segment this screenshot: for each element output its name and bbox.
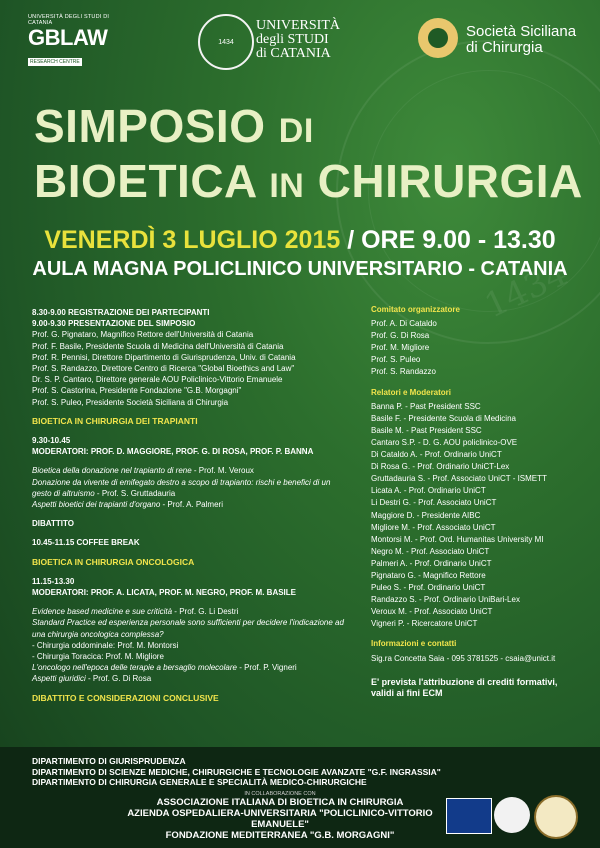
aibc-logo <box>446 798 492 834</box>
speaker-entry: Randazzo S. - Prof. Ordinario UniBari-Lex <box>371 595 520 605</box>
coffee-break: 10.45-11.15 COFFEE BREAK <box>32 538 140 548</box>
opening-speaker: Dr. S. P. Cantaro, Direttore generale AOU Policlinico-Vittorio Emanuele <box>32 375 283 385</box>
speaker-entry: Cantaro S.P. - D. G. AOU policlinico-OVE <box>371 437 518 447</box>
talk-title: Bioetica della donazione nel trapianto di rene <box>32 466 192 476</box>
opening-speaker: Prof. S. Randazzo, Direttore Centro di Ricerca "Global Bioethics and Law" <box>32 364 295 374</box>
unict-line-3: di CATANIA <box>256 46 331 61</box>
session-2-moderators: MODERATORI: PROF. A. LICATA, PROF. M. NEGRO, PROF. M. BASILE <box>32 588 297 598</box>
policlinico-logo <box>494 797 530 833</box>
speakers-heading: Relatori e Moderatori <box>371 387 452 397</box>
talk-item <box>32 477 352 499</box>
unict-seal-year: 1434 <box>218 38 234 46</box>
department-line: DIPARTIMENTO DI SCIENZE MEDICHE, CHIRURGICHE E TECNOLOGIE AVANZATE "G.F. INGRASSIA" <box>32 766 441 777</box>
speaker-entry: Maggiore D. - Presidente AIBC <box>371 510 481 520</box>
talk-item <box>32 673 352 684</box>
talk-item <box>32 606 352 617</box>
departments <box>32 756 441 788</box>
session-1-moderators: MODERATORI: PROF. D. MAGGIORE, PROF. G. DI ROSA, PROF. P. BANNA <box>32 447 314 457</box>
ecm-credits-note <box>371 677 591 699</box>
session-2-time: 11.15-13.30 <box>32 576 75 586</box>
speaker-entry: Di Rosa G. - Prof. Ordinario UniCT-Lex <box>371 462 510 472</box>
event-time: ORE 9.00 - 13.30 <box>361 226 556 254</box>
talk-title: L'oncologo nell'epoca delle terapie a bersaglio molecolare <box>32 663 237 673</box>
talk-title: Donazione da vivente di emifegato destro a scopo di trapianto: rischi e benefici di un gesto di altruismo <box>32 477 331 498</box>
committee-block <box>371 304 591 379</box>
talk-item <box>32 499 352 510</box>
speaker-entry: Veroux M. - Prof. Associato UniCT <box>371 607 493 617</box>
talk-subitem: - Chirurgia oddominale: Prof. M. Montorsi <box>32 640 179 650</box>
speaker-entry: Palmeri A. - Prof. Ordinario UniCT <box>371 558 492 568</box>
collaborator-line: ASSOCIAZIONE ITALIANA DI BIOETICA IN CHIRURGIA <box>156 797 404 808</box>
event-title <box>34 102 583 210</box>
opening-speaker: Prof. S. Puleo, Presidente Società Siciliana di Chirurgia <box>32 397 229 407</box>
unict-logo <box>198 14 348 68</box>
talk-speaker: - Prof. A. Palmeri <box>160 500 223 510</box>
opening-speaker: Prof. S. Castorina, Presidente Fondazione "G.B. Morgagni" <box>32 386 242 396</box>
title-word-di: DI <box>278 112 314 150</box>
talk-speaker: - Prof. M. Veroux <box>191 466 254 476</box>
speaker-entry: Vigneri P. - Ricercatore UniCT <box>371 619 478 629</box>
committee-member: Prof. A. Di Cataldo <box>371 319 437 329</box>
session-1-time: 9.30-10.45 <box>32 436 71 446</box>
speaker-entry: Migliore M. - Prof. Associato UniCT <box>371 522 496 532</box>
event-venue: AULA MAGNA POLICLINICO UNIVERSITARIO - CATANIA <box>32 258 568 280</box>
speaker-entry: Banna P. - Past President SSC <box>371 401 481 411</box>
contacts-heading: Informazioni e contatti <box>371 639 457 649</box>
ecm-line-1: E' prevista l'attribuzione di crediti formativi, <box>371 676 558 687</box>
unict-name <box>256 19 340 61</box>
gblaw-research-centre: RESEARCH CENTRE <box>30 59 80 65</box>
opening-speaker: Prof. R. Pennisi, Direttore Dipartimento di Giurisprudenza, Univ. di Catania <box>32 352 296 362</box>
department-line: DIPARTIMENTO DI GIURISPRUDENZA <box>32 756 186 766</box>
talk-title: Aspetti bioetici dei trapianti d'organo <box>32 500 161 510</box>
unict-line-2: degli STUDI <box>256 32 329 47</box>
speakers-block <box>371 387 591 631</box>
unict-seal-icon <box>198 14 254 70</box>
talk-title: Standard Practice ed esperienza personale sono sufficienti per decidere l'indicazione ad una chirurgia oncologica complessa? <box>32 618 344 639</box>
contacts-block <box>371 638 591 664</box>
opening-speaker: Prof. G. Pignataro, Magnifico Rettore dell'Università di Catania <box>32 330 254 340</box>
contacts-line: Sig.ra Concetta Saia - 095 3781525 - csaia@unict.it <box>371 653 556 663</box>
event-date <box>0 226 600 255</box>
collaborators <box>120 791 440 841</box>
speaker-entry: Puleo S. - Prof. Ordinario UniCT <box>371 583 486 593</box>
talk-title: Aspetti giuridici <box>32 674 86 684</box>
committee-member: Prof. S. Randazzo <box>371 367 436 377</box>
department-line: DIPARTIMENTO DI CHIRURGIA GENERALE E SPECIALITÀ MEDICO-CHIRURGICHE <box>32 777 367 787</box>
talk-speaker: - Prof. S. Gruttadauria <box>94 488 176 498</box>
section-transplant-heading: BIOETICA IN CHIRURGIA DEI TRAPIANTI <box>32 415 198 426</box>
collaborator-line: FONDAZIONE MEDITERRANEA "G.B. MORGAGNI" <box>165 830 395 841</box>
talk-item <box>32 465 352 476</box>
speaker-entry: Negro M. - Prof. Associato UniCT <box>371 546 490 556</box>
date-separator: / <box>340 226 362 254</box>
program-registration: 8.30-9.00 REGISTRAZIONE DEI PARTECIPANTI <box>32 308 210 317</box>
speaker-entry: Li Destri G. - Prof. Associato UniCT <box>371 498 497 508</box>
program-presentation: 9.00-9.30 PRESENTAZIONE DEL SIMPOSIO <box>32 319 196 329</box>
ssc-line-2: di Chirurgia <box>466 39 543 56</box>
unict-line-1: UNIVERSITÀ <box>256 18 340 33</box>
title-word-bioetica: BIOETICA <box>34 155 257 207</box>
ecm-line-2: validi ai fini ECM <box>371 687 443 698</box>
event-day: VENERDÌ 3 LUGLIO 2015 <box>44 226 341 254</box>
speaker-entry: Licata A. - Prof. Ordinario UniCT <box>371 486 486 496</box>
title-word-simposio: SIMPOSIO <box>34 100 266 152</box>
talk-title: Evidence based medicine e sue criticità <box>32 607 173 617</box>
speaker-entry: Pignataro G. - Magnifico Rettore <box>371 570 486 580</box>
collaborator-line: AZIENDA OSPEDALIERA-UNIVERSITARIA "POLICLINICO-VITTORIO EMANUELE" <box>127 808 433 830</box>
debate-1: DIBATTITO <box>32 519 74 529</box>
title-word-chirurgia: CHIRURGIA <box>317 155 583 207</box>
committee-member: Prof. S. Puleo <box>371 355 421 365</box>
committee-member: Prof. G. Di Rosa <box>371 331 430 341</box>
speaker-entry: Basile F. - Presidente Scuola di Medicina <box>371 413 516 423</box>
speaker-entry: Gruttadauria S. - Prof. Associato UniCT - ISMETT <box>371 474 547 484</box>
title-word-in: IN <box>269 167 305 205</box>
footer <box>0 747 600 848</box>
program-column <box>32 307 352 712</box>
section-oncology-heading: BIOETICA IN CHIRURGIA ONCOLOGICA <box>32 556 195 567</box>
talk-speaker: - Prof. P. Vigneri <box>236 663 297 673</box>
gblaw-logo <box>28 14 118 68</box>
gblaw-name: GBLAW <box>28 25 108 50</box>
morgagni-foundation-logo <box>534 795 578 839</box>
background-seal-year: 1434 <box>479 253 575 327</box>
ssc-line-1: Società Siciliana <box>466 23 577 40</box>
collaboration-label: IN COLLABORAZIONE CON <box>244 791 316 797</box>
gblaw-university: UNIVERSITÀ DEGLI STUDI DI CATANIA <box>28 14 110 26</box>
committee-member: Prof. M. Migliore <box>371 343 430 353</box>
speaker-entry: Basile M. - Past President SSC <box>371 425 482 435</box>
talk-item <box>32 662 352 673</box>
talk-subitem: - Chirurgia Toracica: Prof. M. Migliore <box>32 652 164 662</box>
speaker-entry: Di Cataldo A. - Prof. Ordinario UniCT <box>371 450 502 460</box>
ssc-name <box>466 24 576 56</box>
talk-speaker: - Prof. G. Di Rosa <box>85 674 152 684</box>
info-column <box>371 304 591 699</box>
talk-speaker: - Prof. G. Li Destri <box>172 607 239 617</box>
committee-heading: Comitato organizzatore <box>371 305 460 314</box>
speaker-entry: Montorsi M. - Prof. Ord. Humanitas University MI <box>371 534 544 544</box>
trinacria-icon <box>418 18 458 58</box>
opening-speaker: Prof. F. Basile, Presidente Scuola di Medicina dell'Università di Catania <box>32 341 284 351</box>
ssc-logo <box>418 18 588 62</box>
closing-debate: DIBATTITO E CONSIDERAZIONI CONCLUSIVE <box>32 692 219 703</box>
